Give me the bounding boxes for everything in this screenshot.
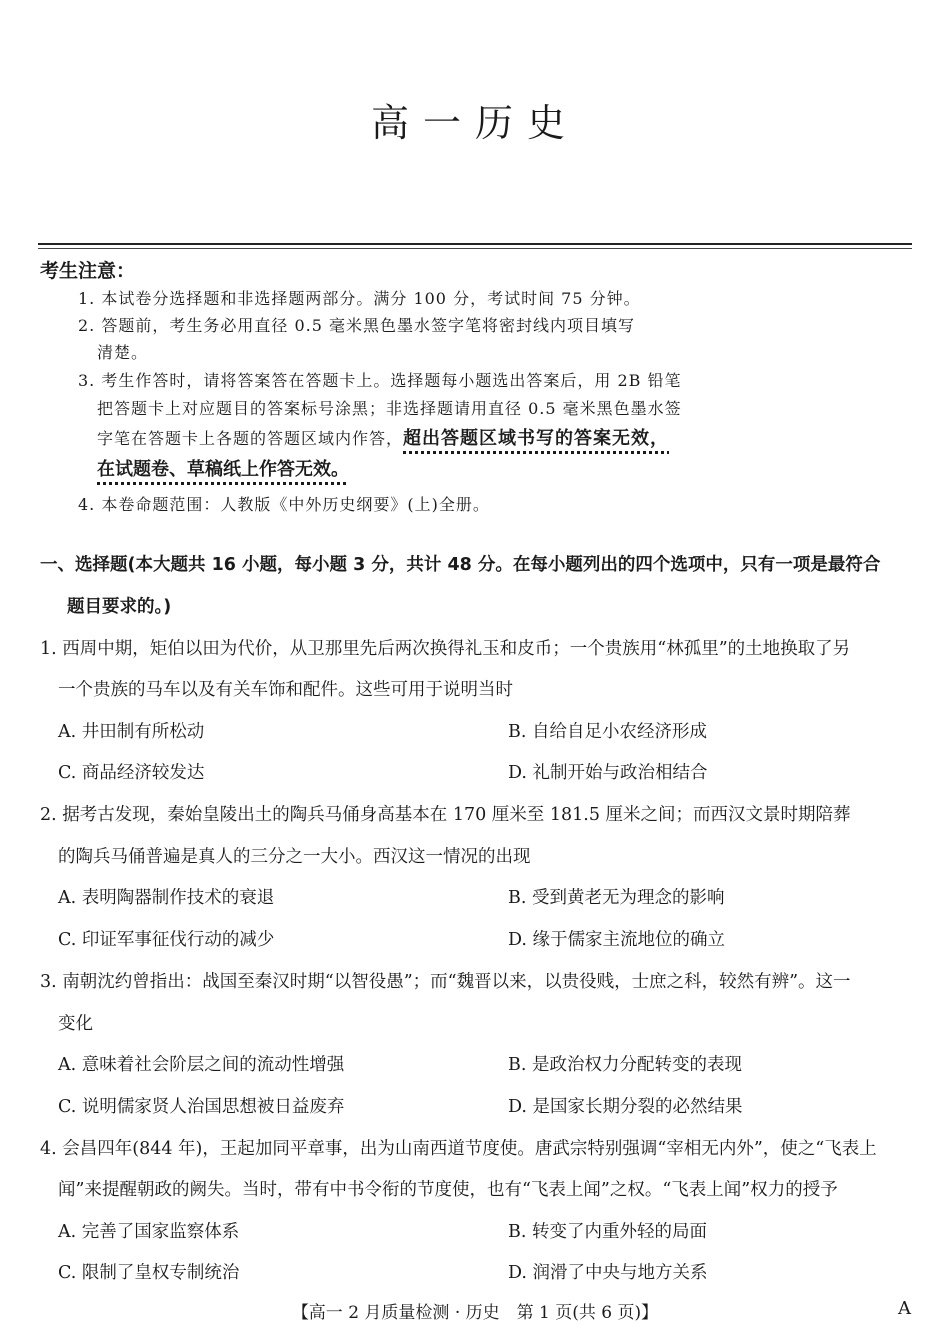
question-2-option-c[interactable]: C. 印证军事征伐行动的减少 <box>58 930 275 950</box>
notice-heading: 考生注意： <box>40 260 136 282</box>
question-4-option-c[interactable]: C. 限制了皇权专制统治 <box>58 1263 240 1283</box>
question-1-option-c[interactable]: C. 商品经济较发达 <box>58 763 205 783</box>
question-4-stem-line-1: 4. 会昌四年(844 年)，王起加同平章事，出为山南西道节度使。唐武宗特别强调“宰相无内外”，使之“飞表上 <box>40 1139 877 1159</box>
notice-item-3-line-1: 3. 考生作答时，请将答案答在答题卡上。选择题每小题选出答案后，用 2B 铅笔 <box>78 371 682 390</box>
question-1-stem-line-1: 1. 西周中期，矩伯以田为代价，从卫那里先后两次换得礼玉和皮币；一个贵族用“林孤里”的土地换取了另 <box>40 639 851 659</box>
question-1-stem-line-2: 一个贵族的马车以及有关车饰和配件。这些可用于说明当时 <box>58 680 513 700</box>
question-4-option-a[interactable]: A. 完善了国家监察体系 <box>58 1222 240 1242</box>
page-title: 高一历史 <box>370 101 579 145</box>
question-1-option-a[interactable]: A. 井田制有所松动 <box>58 722 205 742</box>
notice-item-2-line-2: 清楚。 <box>97 343 149 362</box>
question-3-stem-line-2: 变化 <box>58 1014 93 1034</box>
section-header-line-2: 题目要求的。) <box>67 597 172 617</box>
notice-emphasis-1: 超出答题区域书写的答案无效， <box>403 428 670 449</box>
header-rule-thick <box>38 243 912 245</box>
paper-version-mark: A <box>898 1298 911 1319</box>
notice-item-3-line-3-text: 字笔在答题卡上各题的答题区域内作答， <box>97 429 404 448</box>
question-3-option-b[interactable]: B. 是政治权力分配转变的表现 <box>508 1055 742 1075</box>
question-3-option-d[interactable]: D. 是国家长期分裂的必然结果 <box>508 1097 743 1117</box>
notice-item-1: 1. 本试卷分选择题和非选择题两部分。满分 100 分，考试时间 75 分钟。 <box>78 289 641 308</box>
question-4-stem-line-2: 闻”来提醒朝政的阙失。当时，带有中书令衔的节度使，也有“飞表上闻”之权。“飞表上闻”权力的授予 <box>58 1180 838 1200</box>
question-4-option-d[interactable]: D. 润滑了中央与地方关系 <box>508 1263 708 1283</box>
notice-item-4: 4. 本卷命题范围：人教版《中外历史纲要》(上)全册。 <box>78 495 490 514</box>
question-1-option-b[interactable]: B. 自给自足小农经济形成 <box>508 722 707 742</box>
question-2-stem-line-1: 2. 据考古发现，秦始皇陵出土的陶兵马俑身高基本在 170 厘米至 181.5 厘米之间；而西汉文景时期陪葬 <box>40 805 851 825</box>
question-2-stem-line-2: 的陶兵马俑普遍是真人的三分之一大小。西汉这一情况的出现 <box>58 847 531 867</box>
page-footer: 【高一 2 月质量检测 · 历史 第 1 页(共 6 页)】 <box>291 1303 659 1323</box>
section-header-line-1: 一、选择题(本大题共 16 小题，每小题 3 分，共计 48 分。在每小题列出的四个选项中，只有一项是最符合 <box>40 555 881 575</box>
question-3-option-c[interactable]: C. 说明儒家贤人治国思想被日益废弃 <box>58 1097 345 1117</box>
question-2-option-b[interactable]: B. 受到黄老无为理念的影响 <box>508 888 725 908</box>
question-3-option-a[interactable]: A. 意味着社会阶层之间的流动性增强 <box>58 1055 345 1075</box>
header-rule-thin <box>38 248 912 249</box>
question-4-option-b[interactable]: B. 转变了内重外轻的局面 <box>508 1222 707 1242</box>
question-3-stem-line-1: 3. 南朝沈约曾指出：战国至秦汉时期“以智役愚”；而“魏晋以来，以贵役贱，士庶之科，较然有辨”。这一 <box>40 972 851 992</box>
notice-item-3-line-3 <box>97 424 669 450</box>
notice-item-3-line-2: 把答题卡上对应题目的答案标号涂黑；非选择题请用直径 0.5 毫米黑色墨水签 <box>97 399 682 418</box>
notice-emphasis-2: 在试题卷、草稿纸上作答无效。 <box>97 459 349 480</box>
notice-item-2-line-1: 2. 答题前，考生务必用直径 0.5 毫米黑色墨水签字笔将密封线内项目填写 <box>78 316 635 335</box>
question-2-option-d[interactable]: D. 缘于儒家主流地位的确立 <box>508 930 726 950</box>
question-1-option-d[interactable]: D. 礼制开始与政治相结合 <box>508 763 708 783</box>
question-2-option-a[interactable]: A. 表明陶器制作技术的衰退 <box>58 888 275 908</box>
